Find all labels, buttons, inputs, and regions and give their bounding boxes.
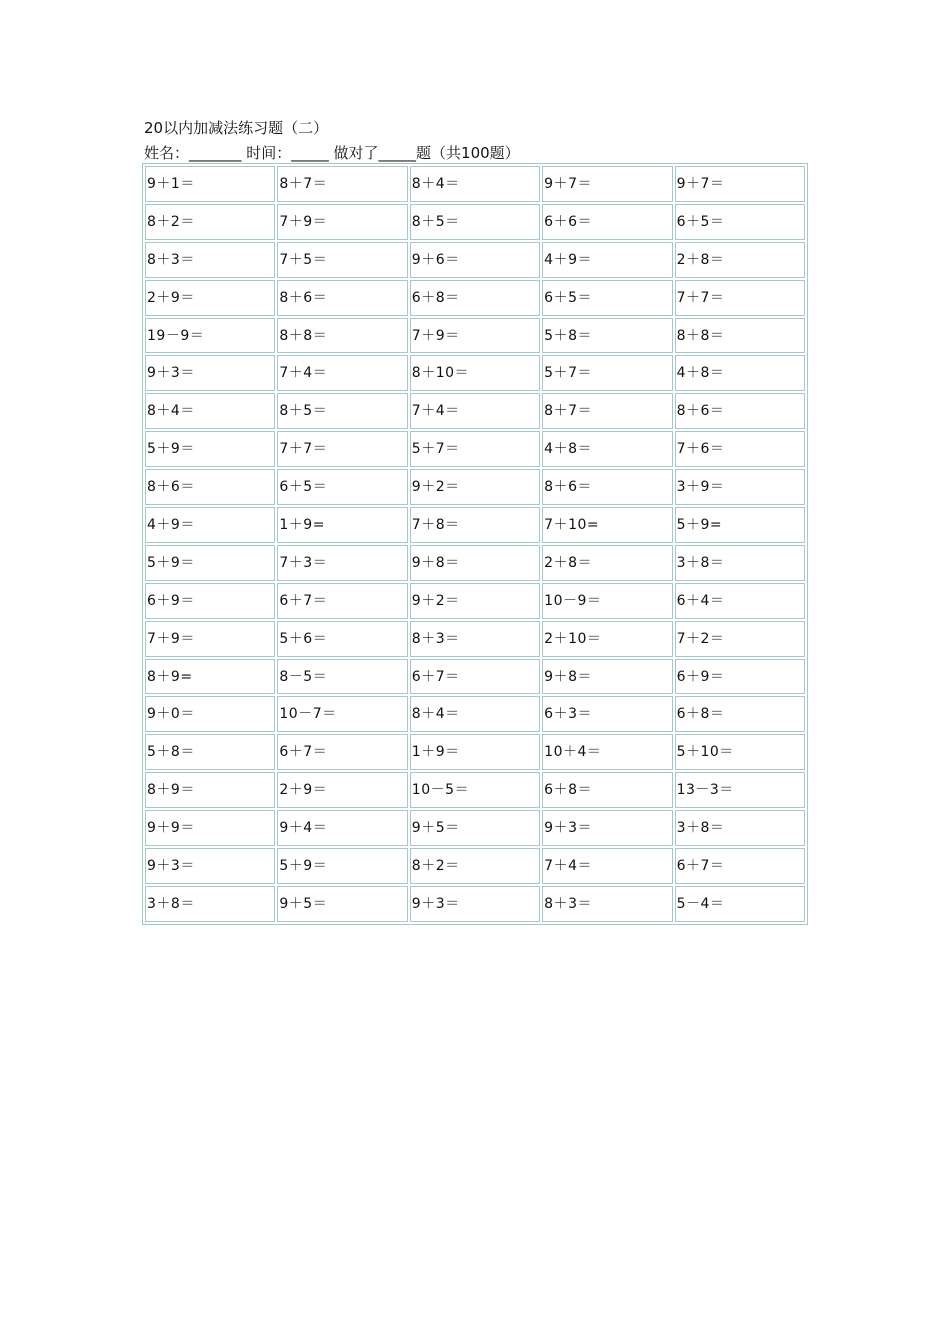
problem-cell: 7＋8＝ (410, 507, 540, 543)
problem-cell: 6＋7＝ (410, 659, 540, 695)
problem-table-body (145, 166, 805, 922)
problem-cell: 9＋3＝ (145, 848, 275, 884)
problem-cell: 6＋8＝ (410, 280, 540, 316)
problem-cell: 10－9＝ (542, 583, 672, 619)
problem-cell: 8＋6＝ (145, 469, 275, 505)
problem-row (145, 696, 805, 732)
problem-cell: 2＋9＝ (145, 280, 275, 316)
worksheet-info-line: 姓名：_______ 时间：_____ 做对了_____题（共100题） (144, 144, 520, 162)
problem-cell: 8＋10＝ (410, 355, 540, 391)
problem-cell: 9＋3＝ (145, 355, 275, 391)
problem-row (145, 393, 805, 429)
problem-cell: 8＋9＝ (145, 772, 275, 808)
problem-row (145, 166, 805, 202)
problem-cell: 8＋8＝ (277, 318, 407, 354)
problem-cell: 8＋8＝ (675, 318, 805, 354)
problem-row (145, 318, 805, 354)
problem-row (145, 886, 805, 922)
problem-cell: 2＋9＝ (277, 772, 407, 808)
problem-cell: 3＋8＝ (675, 545, 805, 581)
problem-row (145, 280, 805, 316)
problem-cell: 5＋9＝ (145, 431, 275, 467)
problem-row (145, 621, 805, 657)
problem-cell: 5＋10＝ (675, 734, 805, 770)
problem-cell: 8＋9= (145, 659, 275, 695)
problem-row (145, 431, 805, 467)
problem-cell: 8＋7＝ (542, 393, 672, 429)
problem-row (145, 772, 805, 808)
problem-table (143, 164, 807, 924)
problem-cell: 5＋7＝ (410, 431, 540, 467)
problem-cell: 6＋8＝ (675, 696, 805, 732)
problem-cell: 8＋3＝ (410, 621, 540, 657)
problem-cell: 9＋1＝ (145, 166, 275, 202)
problem-cell: 8＋3＝ (145, 242, 275, 278)
problem-cell: 13－3＝ (675, 772, 805, 808)
problem-cell: 6＋7＝ (277, 734, 407, 770)
problem-cell: 6＋6＝ (542, 204, 672, 240)
problem-cell: 9＋7＝ (542, 166, 672, 202)
problem-cell: 7＋4＝ (410, 393, 540, 429)
problem-row (145, 848, 805, 884)
problem-cell: 6＋3＝ (542, 696, 672, 732)
problem-row (145, 469, 805, 505)
problem-cell: 9＋6＝ (410, 242, 540, 278)
problem-cell: 4＋8＝ (675, 355, 805, 391)
problem-cell: 8＋4＝ (145, 393, 275, 429)
problem-cell: 9＋3＝ (542, 810, 672, 846)
problem-cell: 7＋2＝ (675, 621, 805, 657)
problem-cell: 9＋8＝ (542, 659, 672, 695)
problem-cell: 2＋10＝ (542, 621, 672, 657)
problem-row (145, 659, 805, 695)
problem-cell: 7＋7＝ (675, 280, 805, 316)
problem-cell: 7＋5＝ (277, 242, 407, 278)
problem-cell: 8＋6＝ (542, 469, 672, 505)
problem-row (145, 507, 805, 543)
problem-cell: 5＋8＝ (145, 734, 275, 770)
problem-row (145, 355, 805, 391)
problem-cell: 9＋9＝ (145, 810, 275, 846)
problem-cell: 7＋9＝ (277, 204, 407, 240)
problem-cell: 10－7＝ (277, 696, 407, 732)
problem-cell: 8＋4＝ (410, 166, 540, 202)
worksheet-title: 20以内加减法练习题（二） (144, 119, 329, 137)
problem-row (145, 204, 805, 240)
problem-cell: 5＋9＝ (277, 848, 407, 884)
problem-cell: 7＋6＝ (675, 431, 805, 467)
problem-cell: 5－4＝ (675, 886, 805, 922)
problem-cell: 5＋8＝ (542, 318, 672, 354)
problem-cell: 3＋8＝ (675, 810, 805, 846)
problem-cell: 7＋9＝ (410, 318, 540, 354)
problem-cell: 8＋3＝ (542, 886, 672, 922)
problem-cell: 5＋6＝ (277, 621, 407, 657)
problem-row (145, 583, 805, 619)
problem-cell: 2＋8＝ (542, 545, 672, 581)
problem-row (145, 242, 805, 278)
problem-row (145, 734, 805, 770)
problem-cell: 1＋9＝ (410, 734, 540, 770)
problem-cell: 6＋5＝ (542, 280, 672, 316)
problem-cell: 5＋9= (675, 507, 805, 543)
problem-cell: 9＋2＝ (410, 583, 540, 619)
problem-cell: 9＋7＝ (675, 166, 805, 202)
problem-row (145, 545, 805, 581)
problem-cell: 7＋10= (542, 507, 672, 543)
problem-cell: 4＋9＝ (145, 507, 275, 543)
problem-cell: 3＋8＝ (145, 886, 275, 922)
problem-cell: 3＋9＝ (675, 469, 805, 505)
problem-cell: 6＋9＝ (675, 659, 805, 695)
problem-cell: 6＋9＝ (145, 583, 275, 619)
problem-cell: 8＋5＝ (410, 204, 540, 240)
problem-cell: 9＋2＝ (410, 469, 540, 505)
problem-cell: 8＋5＝ (277, 393, 407, 429)
problem-cell: 9＋8＝ (410, 545, 540, 581)
problem-row (145, 810, 805, 846)
problem-table-frame (142, 163, 808, 925)
problem-cell: 8＋2＝ (145, 204, 275, 240)
problem-cell: 9＋3＝ (410, 886, 540, 922)
problem-cell: 10－5＝ (410, 772, 540, 808)
problem-cell: 7＋4＝ (542, 848, 672, 884)
problem-cell: 9＋5＝ (277, 886, 407, 922)
problem-cell: 9＋5＝ (410, 810, 540, 846)
problem-cell: 8＋2＝ (410, 848, 540, 884)
problem-cell: 5＋7＝ (542, 355, 672, 391)
problem-cell: 7＋4＝ (277, 355, 407, 391)
problem-cell: 6＋7＝ (675, 848, 805, 884)
problem-cell: 7＋9＝ (145, 621, 275, 657)
problem-cell: 8＋4＝ (410, 696, 540, 732)
problem-cell: 6＋5＝ (277, 469, 407, 505)
problem-cell: 5＋9＝ (145, 545, 275, 581)
problem-cell: 4＋8＝ (542, 431, 672, 467)
problem-cell: 7＋7＝ (277, 431, 407, 467)
problem-cell: 2＋8＝ (675, 242, 805, 278)
problem-cell: 7＋3＝ (277, 545, 407, 581)
problem-cell: 8＋6＝ (675, 393, 805, 429)
problem-cell: 6＋4＝ (675, 583, 805, 619)
problem-cell: 6＋5＝ (675, 204, 805, 240)
problem-cell: 1＋9= (277, 507, 407, 543)
problem-cell: 10＋4＝ (542, 734, 672, 770)
problem-cell: 8－5＝ (277, 659, 407, 695)
problem-cell: 9＋4＝ (277, 810, 407, 846)
problem-cell: 4＋9＝ (542, 242, 672, 278)
problem-cell: 8＋6＝ (277, 280, 407, 316)
problem-cell: 6＋8＝ (542, 772, 672, 808)
problem-cell: 6＋7＝ (277, 583, 407, 619)
problem-cell: 19－9＝ (145, 318, 275, 354)
problem-cell: 9＋0＝ (145, 696, 275, 732)
problem-cell: 8＋7＝ (277, 166, 407, 202)
